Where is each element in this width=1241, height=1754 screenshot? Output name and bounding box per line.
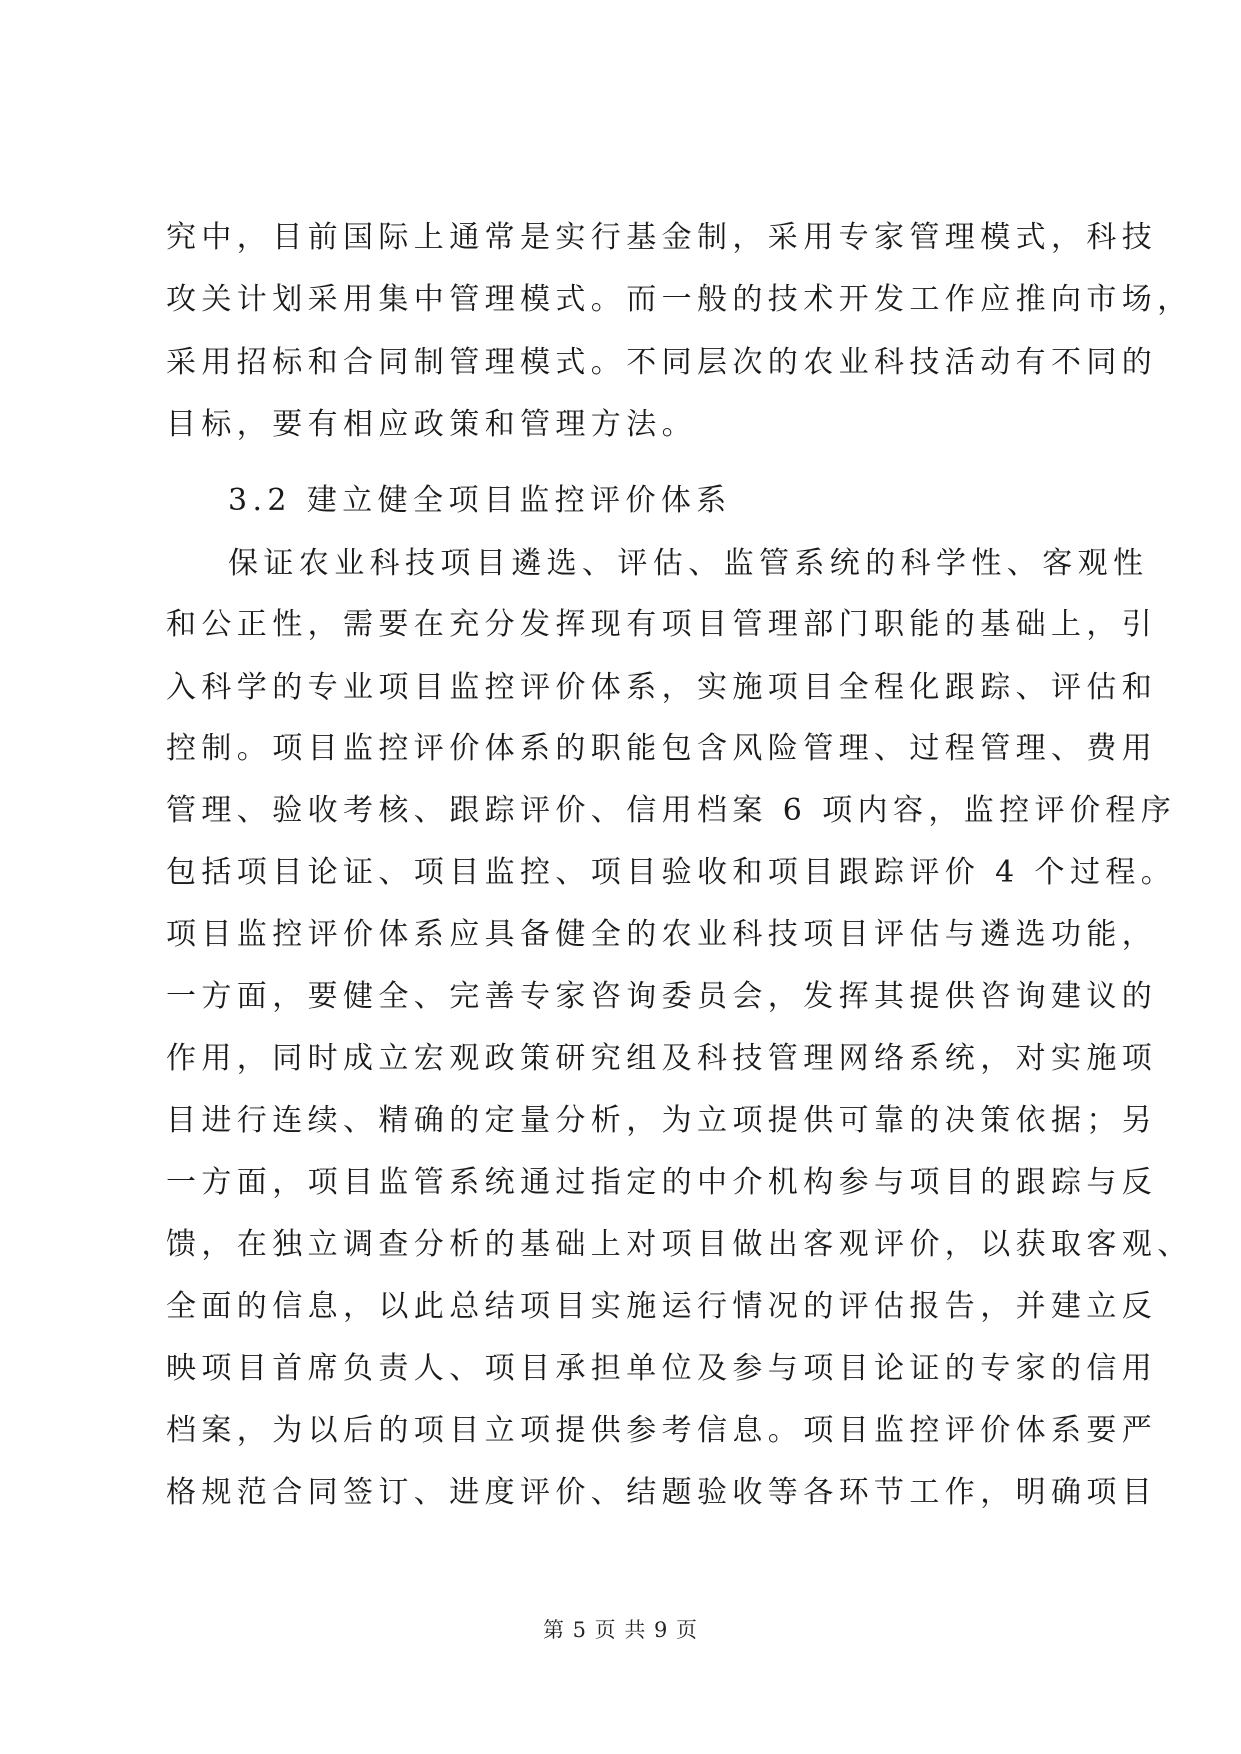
text-line: 攻关计划采用集中管理模式。而一般的技术开发工作应推向市场， <box>166 282 1193 317</box>
text-line: 一方面，项目监管系统通过指定的中介机构参与项目的跟踪与反 <box>166 1165 1158 1200</box>
section-heading: 3.2 建立健全项目监控评价体系 <box>228 483 732 518</box>
page-number-footer: 第 5 页 共 9 页 <box>542 1618 699 1642</box>
text-line: 一方面，要健全、完善专家咨询委员会，发挥其提供咨询建议的 <box>166 979 1158 1014</box>
paragraph-first-line: 保证农业科技项目遴选、评估、监管系统的科学性、客观性 <box>228 546 1149 581</box>
text-line: 作用，同时成立宏观政策研究组及科技管理网络系统，对实施项 <box>166 1041 1158 1076</box>
text-line: 入科学的专业项目监控评价体系，实施项目全程化跟踪、评估和 <box>166 670 1158 705</box>
text-line: 目进行连续、精确的定量分析，为立项提供可靠的决策依据；另 <box>166 1103 1158 1138</box>
text-line: 采用招标和合同制管理模式。不同层次的农业科技活动有不同的 <box>166 345 1158 380</box>
text-line: 控制。项目监控评价体系的职能包含风险管理、过程管理、费用 <box>166 731 1158 766</box>
text-line: 和公正性，需要在充分发挥现有项目管理部门职能的基础上，引 <box>166 607 1158 642</box>
text-line: 格规范合同签订、进度评价、结题验收等各环节工作，明确项目 <box>166 1475 1158 1510</box>
text-line: 全面的信息，以此总结项目实施运行情况的评估报告，并建立反 <box>166 1289 1158 1324</box>
text-line: 馈，在独立调查分析的基础上对项目做出客观评价，以获取客观、 <box>166 1227 1193 1262</box>
text-line: 目标，要有相应政策和管理方法。 <box>166 407 697 442</box>
text-line: 究中，目前国际上通常是实行基金制，采用专家管理模式，科技 <box>166 220 1158 255</box>
text-line: 包括项目论证、项目监控、项目验收和项目跟踪评价 4 个过程。 <box>166 855 1177 890</box>
text-line: 项目监控评价体系应具备健全的农业科技项目评估与遴选功能， <box>166 917 1158 952</box>
text-line: 档案，为以后的项目立项提供参考信息。项目监控评价体系要严 <box>166 1413 1158 1448</box>
text-line: 管理、验收考核、跟踪评价、信用档案 6 项内容，监控评价程序 <box>166 793 1177 828</box>
text-line: 映项目首席负责人、项目承担单位及参与项目论证的专家的信用 <box>166 1351 1158 1386</box>
